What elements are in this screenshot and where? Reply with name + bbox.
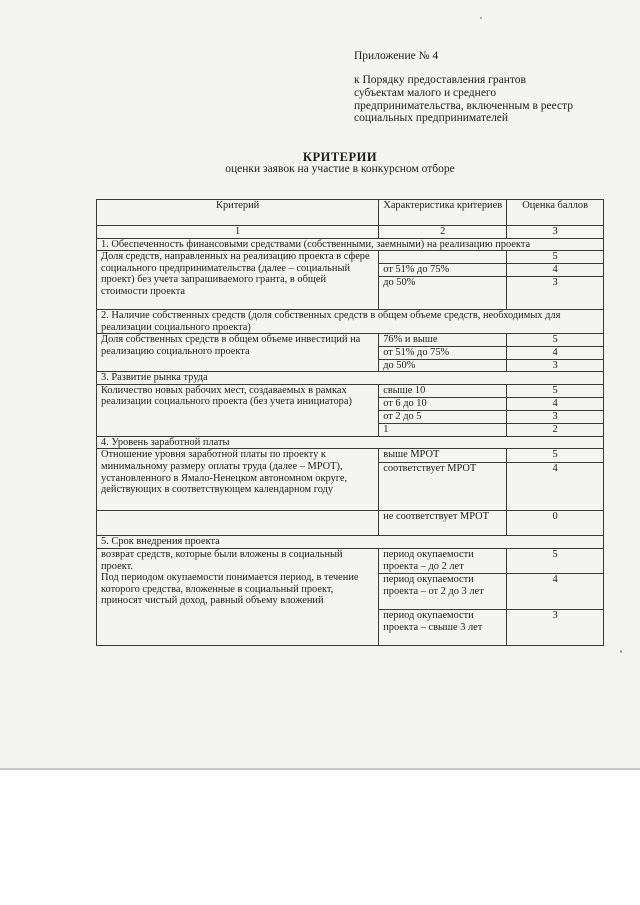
score-cell: 5	[507, 334, 604, 347]
table-row	[97, 511, 604, 536]
characteristic-cell: свыше 10	[379, 384, 507, 397]
score-cell: 4	[507, 397, 604, 410]
column-number: 1	[97, 226, 379, 239]
section-heading: 3. Развитие рынка труда	[97, 372, 604, 385]
characteristic-cell: до 50%	[379, 277, 507, 310]
characteristic-cell	[379, 251, 507, 264]
section-heading-row	[97, 310, 604, 334]
header-characteristic: Характеристика критериев	[379, 200, 507, 226]
document-title: КРИТЕРИИ	[302, 150, 378, 164]
characteristic-cell: от 6 до 10	[379, 397, 507, 410]
column-numbers-row	[97, 226, 604, 239]
characteristic-cell: от 51% до 75%	[379, 263, 507, 276]
characteristic-cell: период окупаемости проекта – до 2 лет	[379, 548, 507, 573]
characteristic-cell: 1	[379, 423, 507, 436]
characteristic-cell: соответствует МРОТ	[379, 463, 507, 511]
header-score: Оценка баллов	[507, 200, 604, 226]
table-row	[97, 251, 604, 264]
score-cell: 3	[507, 359, 604, 372]
score-cell: 4	[507, 573, 604, 609]
section-heading-row	[97, 238, 604, 251]
header-criterion: Критерий	[97, 200, 379, 226]
scan-speck	[620, 650, 622, 653]
table-row	[97, 548, 604, 573]
section-heading: 4. Уровень заработной платы	[97, 436, 604, 449]
characteristic-cell: период окупаемости проекта – от 2 до 3 лет	[379, 573, 507, 609]
score-cell: 5	[507, 449, 604, 463]
column-number: 2	[379, 226, 507, 239]
criterion-line: возврат средств, которые были вложены в социальный проект.	[101, 548, 343, 572]
section-heading: 2. Наличие собственных средств (доля собственных средств в общем объеме средств, необходимых для реализации социального проекта)	[97, 310, 604, 334]
score-cell: 5	[507, 548, 604, 573]
score-cell: 0	[507, 511, 604, 536]
table-header-row	[97, 200, 604, 226]
section-heading-row	[97, 536, 604, 549]
table-row	[97, 334, 604, 347]
score-cell: 3	[507, 277, 604, 310]
scan-edge	[0, 768, 640, 770]
annex-reference-line: к Порядку предоставления грантов	[354, 74, 526, 86]
scan-speck	[480, 17, 482, 19]
section-heading-row	[97, 372, 604, 385]
characteristic-cell: от 51% до 75%	[379, 346, 507, 359]
section-heading: 1. Обеспеченность финансовыми средствами (собственными, заемными) на реализацию проекта	[97, 238, 604, 251]
table-row	[97, 384, 604, 397]
annex-reference-line: предпринимательства, включенным в реестр	[354, 99, 574, 112]
column-number: 3	[507, 226, 604, 239]
characteristic-cell: 76% и выше	[379, 334, 507, 347]
characteristic-cell: выше МРОТ	[379, 449, 507, 463]
score-cell: 3	[507, 410, 604, 423]
section-heading: 5. Срок внедрения проекта	[97, 536, 604, 549]
score-cell: 2	[507, 423, 604, 436]
criterion-cell: Отношение уровня заработной платы по проекту к минимальному размеру оплаты труда (далее – МРОТ), установленного в Ямало-Ненецком автономном округе, действующих в соответствующем календарном году	[97, 449, 379, 511]
table-row	[97, 449, 604, 463]
characteristic-cell: до 50%	[379, 359, 507, 372]
criterion-cell: Доля средств, направленных на реализацию проекта в сфере социального предпринимательства (далее – социальный проект) без учета запрашиваемого гранта, в общей стоимости проекта	[97, 251, 379, 310]
characteristic-cell: от 2 до 5	[379, 410, 507, 423]
characteristic-cell: период окупаемости проекта – свыше 3 лет	[379, 609, 507, 645]
document-subtitle: оценки заявок на участие в конкурсном отборе	[225, 163, 455, 175]
score-cell: 5	[507, 384, 604, 397]
score-cell: 3	[507, 609, 604, 645]
score-cell: 4	[507, 463, 604, 511]
score-cell: 4	[507, 263, 604, 276]
criterion-cell: Количество новых рабочих мест, создаваемых в рамках реализации социального проекта (без учета инициатора)	[97, 384, 379, 436]
characteristic-cell: не соответствует МРОТ	[379, 511, 507, 536]
criteria-table	[96, 199, 604, 646]
annex-reference	[354, 74, 604, 125]
score-cell: 5	[507, 251, 604, 264]
criterion-cell	[97, 548, 379, 645]
annex-reference-line: субъектам малого и среднего	[354, 86, 497, 99]
annex-number: Приложение № 4	[354, 50, 439, 62]
score-cell: 4	[507, 346, 604, 359]
criterion-cell-empty	[97, 511, 379, 536]
criterion-cell: Доля собственных средств в общем объеме инвестиций на реализацию социального проекта	[97, 334, 379, 372]
annex-reference-line: социальных предпринимателей	[354, 112, 509, 125]
section-heading-row	[97, 436, 604, 449]
criterion-line: Под периодом окупаемости понимается период, в течение которого средства, вложенные в социальный проект, приносят чистый доход, равный объему вложений	[101, 572, 359, 607]
